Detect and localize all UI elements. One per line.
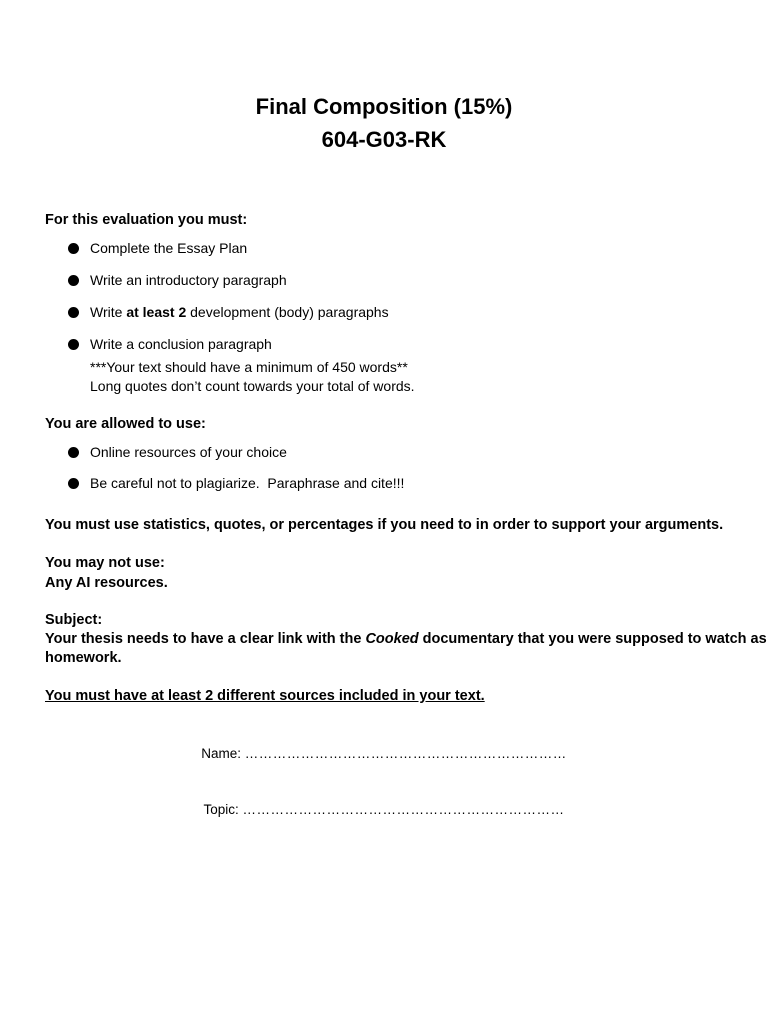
- bullet-icon: [68, 307, 79, 318]
- bullet-icon: [68, 275, 79, 286]
- bullet-icon: [68, 243, 79, 254]
- sources-requirement: You must have at least 2 different sources included in your text.: [45, 688, 485, 704]
- statistics-requirement: You must use statistics, quotes, or percentages if you need to in order to support your arguments.: [45, 517, 724, 533]
- subject-heading: Subject:: [45, 612, 103, 628]
- may-not-heading: You may not use:: [45, 555, 165, 571]
- text-segment: documentary that you were supposed to watch as: [418, 631, 767, 647]
- allowed-heading: You are allowed to use:: [45, 416, 206, 432]
- list-item-text: Write an introductory paragraph: [90, 272, 287, 288]
- topic-field[interactable]: [0, 802, 768, 817]
- name-label: Name:: [201, 746, 245, 761]
- must-heading: For this evaluation you must:: [45, 212, 248, 228]
- list-item: [68, 238, 247, 258]
- list-item: [68, 442, 287, 462]
- course-code: 604-G03-RK: [321, 127, 447, 152]
- list-item-text: Complete the Essay Plan: [90, 240, 248, 256]
- word-count-note: ***Your text should have a minimum of 450 words**: [90, 359, 408, 375]
- list-item: [68, 473, 404, 493]
- topic-blank[interactable]: ……………………………………………………………: [242, 802, 565, 817]
- subject-line-continued: homework.: [45, 650, 122, 666]
- list-item-text: Write a conclusion paragraph: [90, 336, 272, 352]
- list-item-text: [90, 304, 389, 320]
- quotes-note: Long quotes don’t count towards your total of words.: [90, 378, 415, 394]
- bullet-icon: [68, 478, 79, 489]
- text-segment: development (body) paragraphs: [186, 304, 389, 320]
- bold-emphasis: at least 2: [126, 304, 187, 320]
- topic-label: Topic:: [203, 802, 243, 817]
- document-title: Final Composition (15%): [255, 94, 513, 119]
- name-blank[interactable]: ……………………………………………………………: [244, 746, 567, 761]
- bullet-icon: [68, 447, 79, 458]
- list-item-text: Be careful not to plagiarize. Paraphrase and cite!!!: [90, 475, 405, 491]
- subject-line: [45, 631, 767, 647]
- list-item: [68, 334, 272, 354]
- text-segment: Your thesis needs to have a clear link with the: [45, 631, 366, 647]
- text-segment: Write: [90, 304, 127, 320]
- list-item: [68, 302, 389, 322]
- documentary-title: Cooked: [365, 631, 419, 647]
- list-item-text: Online resources of your choice: [90, 444, 287, 460]
- name-field[interactable]: [0, 746, 768, 761]
- list-item: [68, 270, 287, 290]
- bullet-icon: [68, 339, 79, 350]
- may-not-item: Any AI resources.: [45, 575, 168, 591]
